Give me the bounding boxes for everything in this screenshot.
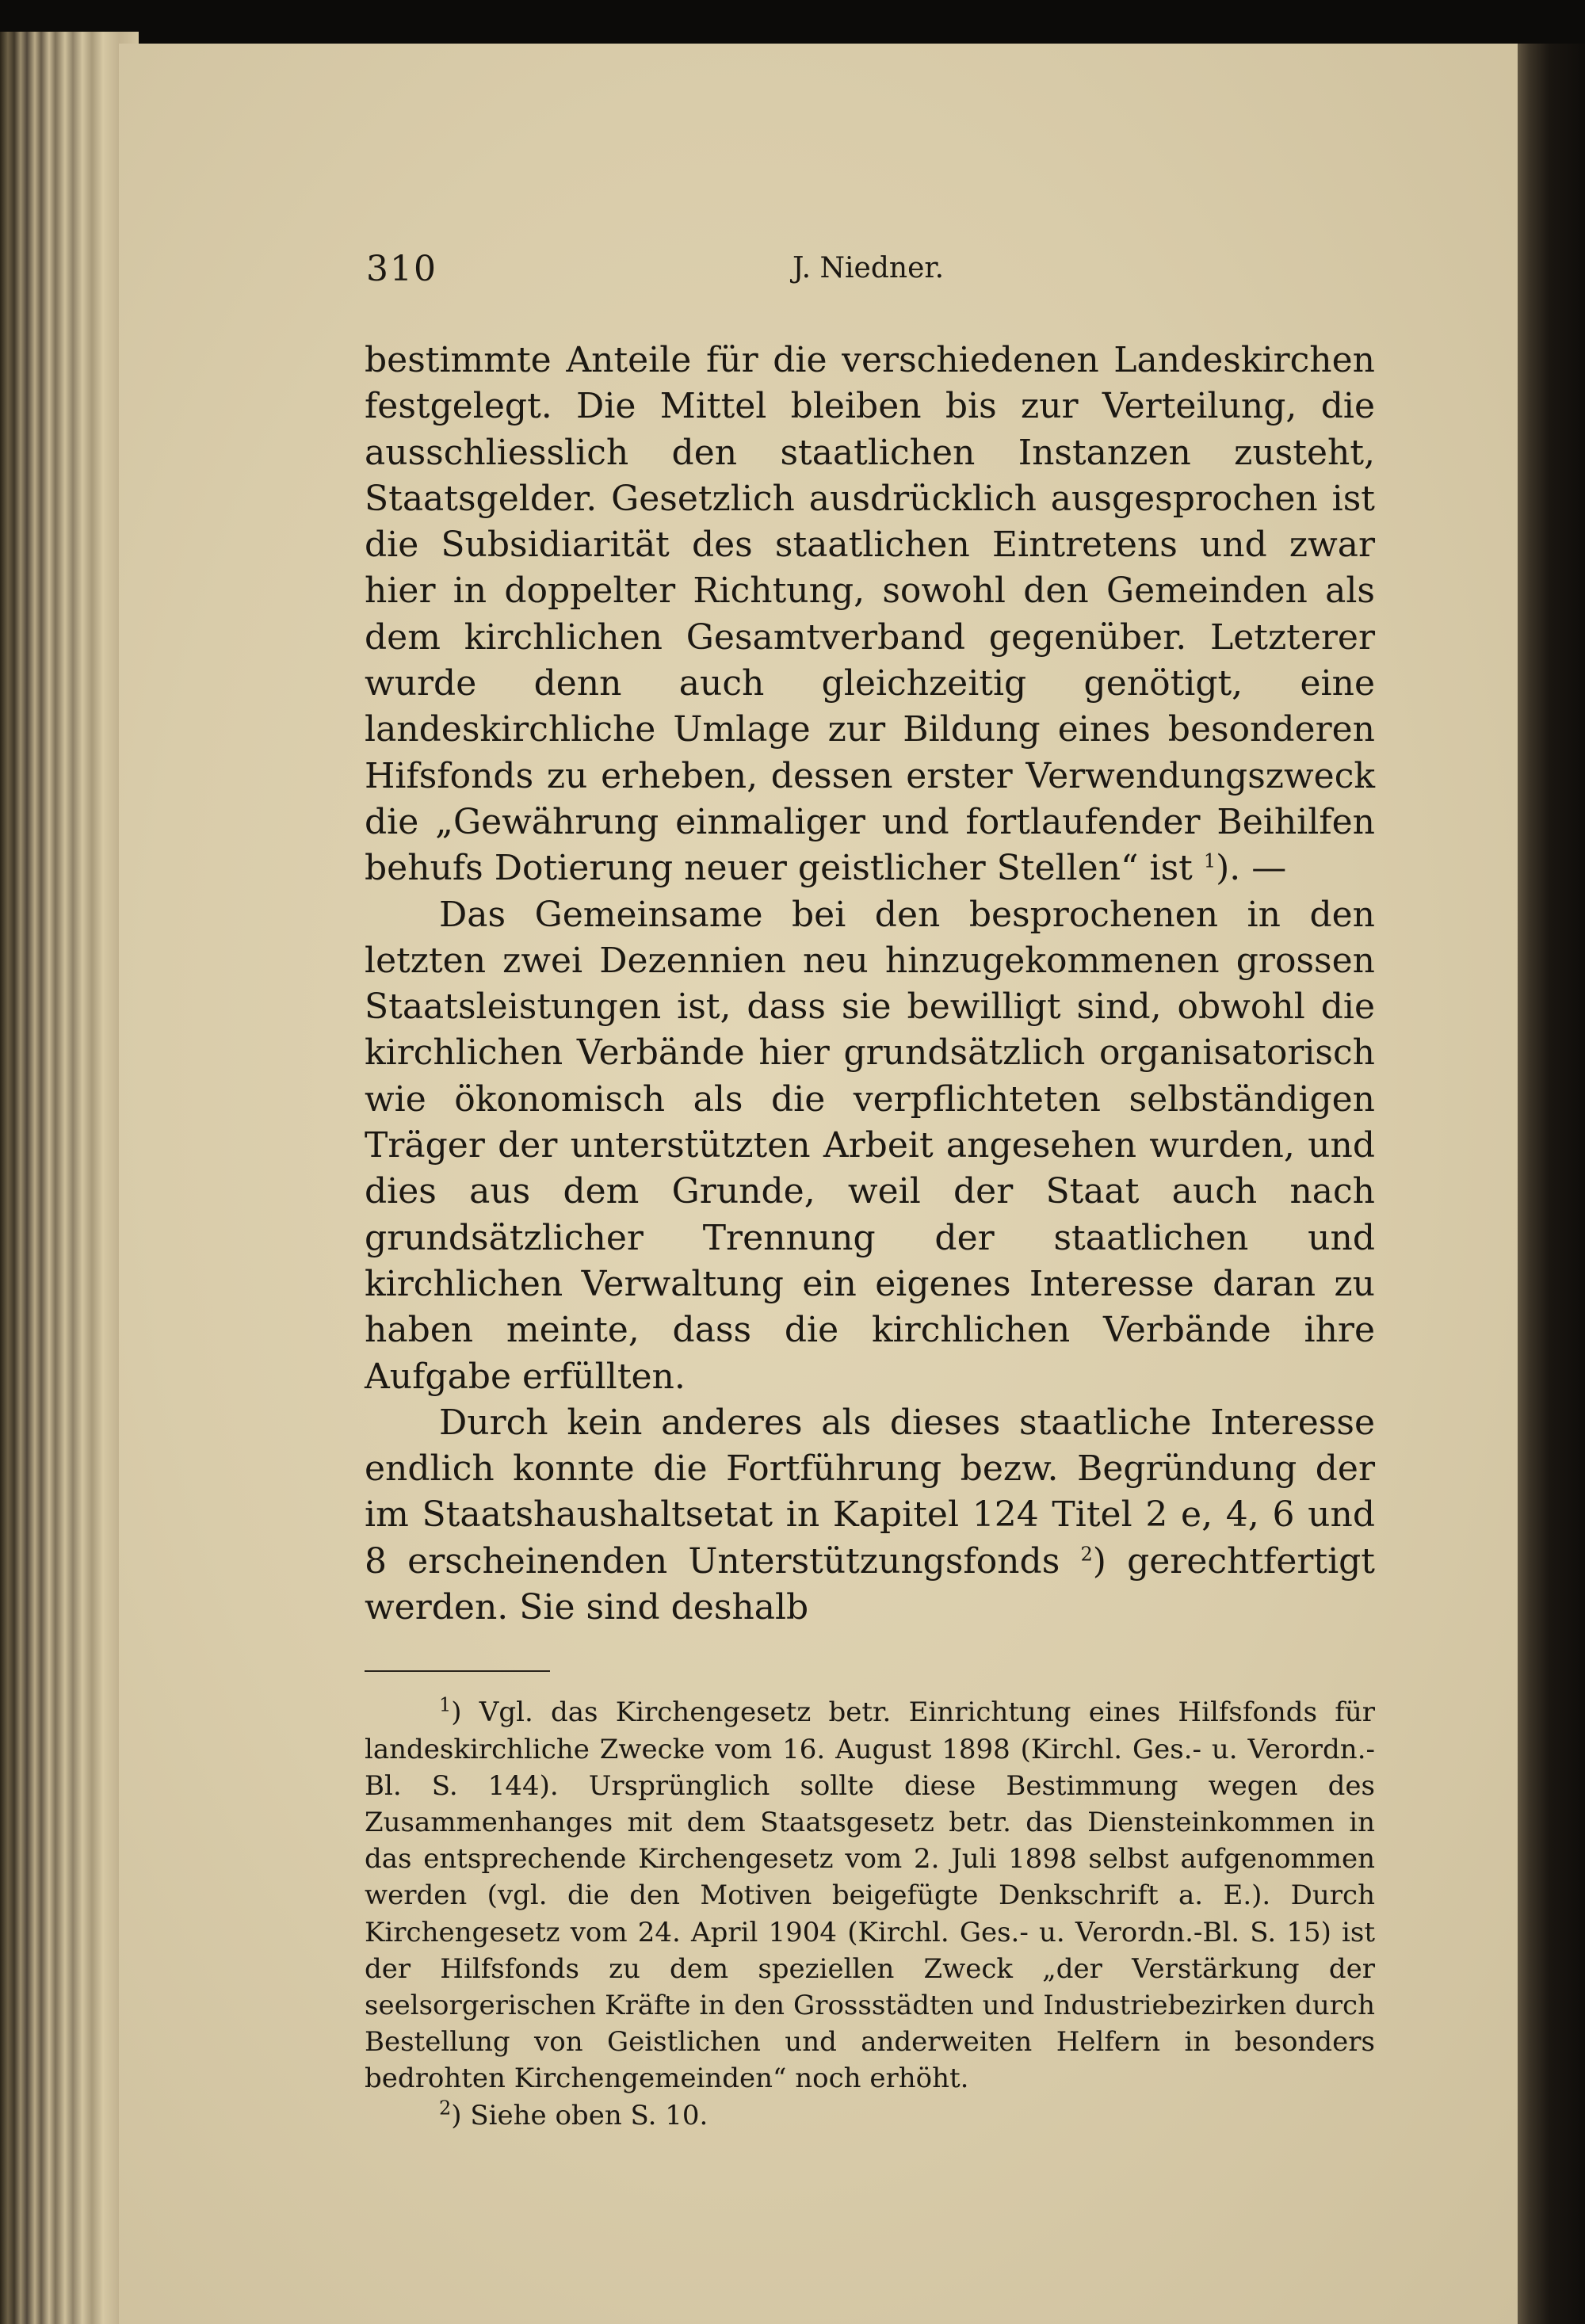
footnote-ref-2: 2 [1080, 1543, 1093, 1566]
body-text [365, 338, 1375, 1631]
paragraph-2: Das Gemeinsame bei den besprochenen in den letzten zwei Dezennien neu hinzugekommenen grossen Staatsleistungen ist, dass sie bewilligt sind, obwohl die kirchlichen Verbände hier grundsätzlich organisatorisch wie ökonomisch als die verpflichteten selbständigen Träger der unterstützten Arbeit angesehen wurden, und dies aus dem Grunde, weil der Staat auch nach grundsätzlicher Trennung der staatlichen und kirchlichen Verwaltung ein eigenes Interesse daran zu haben meinte, dass die kirchlichen Verbände ihre Aufgabe erfüllten. [365, 894, 1375, 1397]
footnote-2-marker: 2 [439, 2097, 452, 2120]
paragraph-1 [365, 338, 1375, 892]
footnote-1 [365, 1694, 1375, 2097]
binding-edge [1514, 44, 1585, 2324]
scan-top-band [0, 0, 1585, 49]
page-content [365, 246, 1375, 2134]
page-header [365, 246, 1375, 296]
footnote-1-marker: 1 [439, 1693, 452, 1716]
page-number: 310 [366, 249, 437, 289]
footnote-2 [365, 2097, 1375, 2134]
paragraph-1-text: bestimmte Anteile für die verschiedenen Landeskirchen festgelegt. Die Mittel bleiben bis zur Verteilung, die ausschliesslich den staatlichen Instanzen zusteht, Staatsgelder. Gesetzlich ausdrücklich ausgesprochen ist die Subsidiarität des staatlichen Eintretens und zwar hier in doppelter Richtung, sowohl den Gemeinden als dem kirchlichen Gesamtverband gegenüber. Letzterer wurde denn auch gleichzeitig genötigt, eine landeskirchliche Umlage zur Bildung eines besonderen Hifsfonds zu erheben, dessen erster Verwendungszweck die „Gewährung einmaliger und fortlaufender Beihilfen behufs Dotierung neuer geistlicher Stellen“ ist [365, 340, 1375, 889]
footnotes [365, 1694, 1375, 2133]
footnote-2-text: ) Siehe oben S. 10. [451, 2099, 708, 2131]
footnote-1-text: ) Vgl. das Kirchengesetz betr. Einrichtung eines Hilfsfonds für landeskirchliche Zwecke vom 16. August 1898 (Kirchl. Ges.- u. Verordn.-Bl. S. 144). Ursprünglich sollte diese Bestimmung wegen des Zusammenhanges mit dem Staatsgesetz betr. das Diensteinkommen in das entsprechende Kirchengesetz vom 2. Juli 1898 selbst aufgenommen werden (vgl. die den Motiven beigefügte Denkschrift a. E.). Durch Kirchengesetz vom 24. April 1904 (Kirchl. Ges.- u. Verordn.-Bl. S. 15) ist der Hilfsfonds zu dem speziellen Zweck „der Verstärkung der seelsorgerischen Kräfte in den Grossstädten und Industriebezirken durch Bestellung von Geistlichen und anderweiten Helfern in besonders bedrohten Kirchengemeinden“ noch erhöht. [365, 1696, 1375, 2095]
running-head: J. Niedner. [792, 252, 945, 284]
footnote-ref-1: 1 [1203, 849, 1216, 872]
paragraph-3-text: Durch kein anderes als dieses staatliche Interesse endlich konnte die Fortführung bezw. Begründung der im Staatshaushaltsetat in Kapitel 124 Titel 2 e, 4, 6 und 8 erscheinenden Unterstützungsfonds [365, 1402, 1375, 1582]
paragraph-1-end: ). — [1216, 848, 1287, 889]
paragraph-3 [365, 1400, 1375, 1631]
paragraph-3-end: ) gerechtfertigt werden. Sie sind deshalb [365, 1540, 1375, 1628]
footnote-divider [365, 1670, 550, 1672]
page-stack-edge [0, 32, 139, 2324]
